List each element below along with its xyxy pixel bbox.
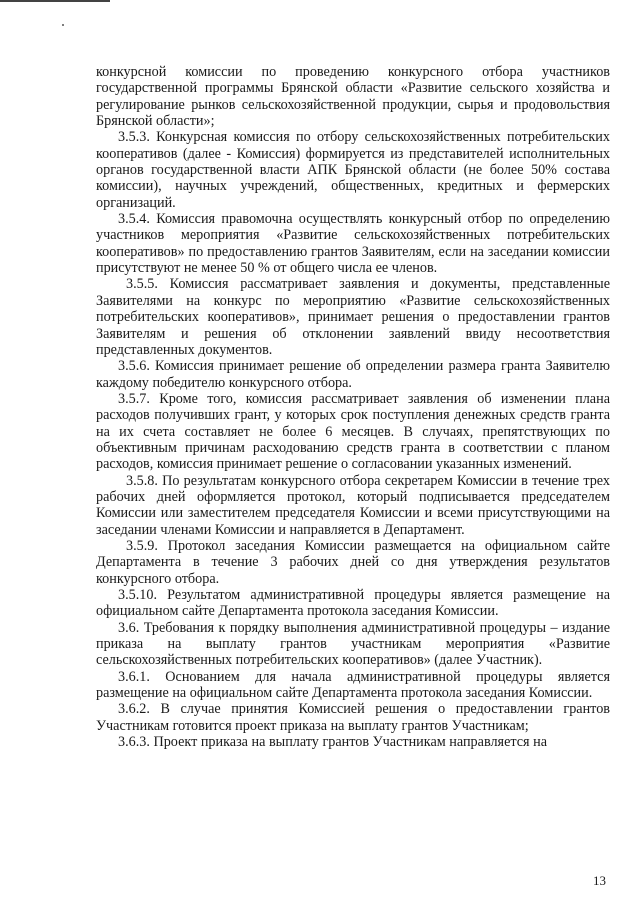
paragraph-3-5-7: 3.5.7. Кроме того, комиссия рассматривает заявления об изменении плана расходов получивших грант, у которых срок поступления денежных средств гранта на их счета составляет не более 6 месяцев. В случаях, препятствующих по объективным причинам расходованию средств гранта в соответствии с планом расходов, комиссия принимает решение о согласовании указанных изменений. xyxy=(96,390,610,473)
document-body xyxy=(96,64,610,750)
paragraph-continuation: конкурсной комиссии по проведению конкурсного отбора участников государственной программы Брянской области «Развитие сельского хозяйства и регулирование рынков сельскохозяйственной продукции, сырья и продовольствия Брянской области»; xyxy=(96,64,610,130)
paragraph-3-6-3: 3.6.3. Проект приказа на выплату грантов Участникам направляется на xyxy=(118,734,547,751)
page-number: 13 xyxy=(593,873,606,888)
paragraph-3-5-5: 3.5.5. Комиссия рассматривает заявления и документы, представленные Заявителями на конкурс по мероприятию «Развитие сельскохозяйственных потребительских кооперативов», принимает решения о предоставлении грантов Заявителям и решения об отклонении заявлений ввиду несоответствия представленных документов. xyxy=(96,276,610,358)
paragraph-3-5-6: 3.5.6. Комиссия принимает решение об определении размера гранта Заявителю каждому победителю конкурсного отбора. xyxy=(96,358,610,391)
paragraph-3-6-2: 3.6.2. В случае принятия Комиссией решения о предоставлении грантов Участникам готовится проект приказа на выплату грантов Участникам; xyxy=(96,701,610,734)
paragraph-3-6: 3.6. Требования к порядку выполнения административной процедуры – издание приказа на выплату грантов участникам мероприятия «Развитие сельскохозяйственных потребительских кооперативов» (далее Участник). xyxy=(96,619,610,669)
scan-speck xyxy=(62,24,64,26)
paragraph-3-5-8: 3.5.8. По результатам конкурсного отбора секретарем Комиссии в течение трех рабочих дней оформляется протокол, который подписывается председателем Комиссии или заместителем председателя Комиссии и всеми присутствующими на заседании членами Комиссии и направляется в Департамент. xyxy=(96,472,610,538)
paragraph-3-6-1: 3.6.1. Основанием для начала административной процедуры является размещение на официальном сайте Департамента протокола заседания Комиссии. xyxy=(96,668,610,702)
paragraph-3-5-4: 3.5.4. Комиссия правомочна осуществлять конкурсный отбор по определению участников мероприятия «Развитие сельскохозяйственных потребительских кооперативов» по предоставлению грантов Заявителям, если на заседании комиссии присутствуют не менее 50 % от общего числа ее членов. xyxy=(96,211,610,277)
paragraph-3-5-10: 3.5.10. Результатом административной процедуры является размещение на официальном сайте Департамента протокола заседания Комиссии. xyxy=(96,587,610,620)
paragraph-3-5-9: 3.5.9. Протокол заседания Комиссии размещается на официальном сайте Департамента в течение 3 рабочих дней со дня утверждения результатов конкурсного отбора. xyxy=(96,537,610,587)
scan-edge-mark xyxy=(0,0,110,2)
paragraph-3-5-3: 3.5.3. Конкурсная комиссия по отбору сельскохозяйственных потребительских кооперативов (далее - Комиссия) формируется из представителей исполнительных органов государственной власти АПК Брянской области (не более 50% состава комиссии), научных учреждений, общественных, кредитных и фермерских организаций. xyxy=(96,129,610,211)
